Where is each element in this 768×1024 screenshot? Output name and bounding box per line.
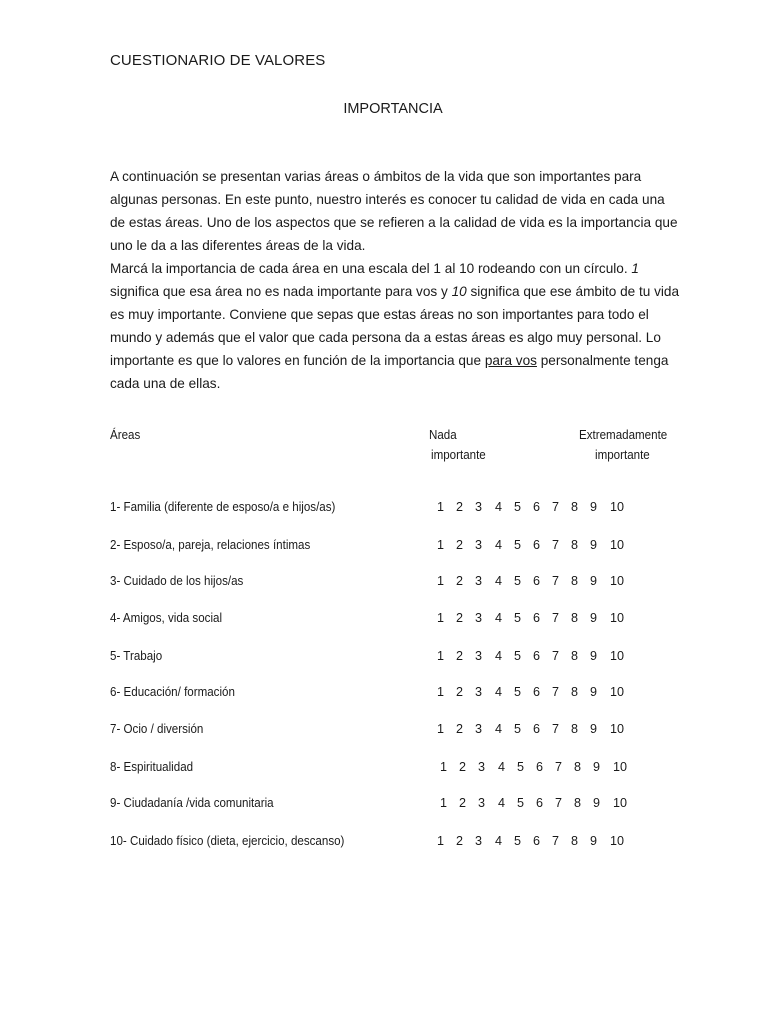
rating-option-3[interactable]: 3 [478, 796, 486, 810]
rating-option-3[interactable]: 3 [475, 685, 483, 699]
area-row [0, 538, 768, 558]
rating-option-2[interactable]: 2 [456, 649, 464, 663]
intro-p2-part-c: significa que ese ámbito de tu vida es muy importante. Conviene que sepas que estas áreas no son importantes para todo el mundo y además que el valor que cada persona da a estas áreas es algo muy personal. Lo importante es que lo valores en función de la importancia que [110, 284, 680, 368]
area-label: 8- Espiritualidad [110, 760, 194, 774]
rating-option-2[interactable]: 2 [456, 574, 464, 588]
area-row [0, 722, 768, 742]
rating-option-10[interactable]: 10 [610, 649, 625, 663]
rating-option-1[interactable]: 1 [440, 760, 448, 774]
rating-option-1[interactable]: 1 [437, 722, 445, 736]
rating-option-1[interactable]: 1 [440, 796, 448, 810]
area-row [0, 834, 768, 854]
rating-option-4[interactable]: 4 [495, 500, 503, 514]
rating-option-4[interactable]: 4 [498, 796, 506, 810]
rating-option-5[interactable]: 5 [517, 760, 525, 774]
header-low-line2: importante [431, 448, 486, 462]
rating-option-2[interactable]: 2 [459, 760, 467, 774]
area-row [0, 649, 768, 669]
header-high-line1: Extremadamente [579, 428, 668, 442]
area-label: 7- Ocio / diversión [110, 722, 204, 736]
rating-option-4[interactable]: 4 [495, 574, 503, 588]
rating-option-2[interactable]: 2 [456, 834, 464, 848]
rating-option-5[interactable]: 5 [514, 834, 522, 848]
area-label: 4- Amigos, vida social [110, 611, 223, 625]
rating-option-6[interactable]: 6 [533, 538, 541, 552]
rating-option-8[interactable]: 8 [571, 834, 579, 848]
rating-option-7[interactable]: 7 [552, 611, 560, 625]
rating-option-7[interactable]: 7 [555, 796, 563, 810]
rating-option-4[interactable]: 4 [495, 649, 503, 663]
rating-option-4[interactable]: 4 [495, 834, 503, 848]
rating-option-10[interactable]: 10 [610, 538, 625, 552]
area-label: 3- Cuidado de los hijos/as [110, 574, 244, 588]
rating-option-9[interactable]: 9 [593, 760, 601, 774]
intro-scale-max: 10 [451, 284, 467, 299]
rating-option-9[interactable]: 9 [590, 611, 598, 625]
area-label: 2- Esposo/a, pareja, relaciones íntimas [110, 538, 311, 552]
rating-option-1[interactable]: 1 [437, 611, 445, 625]
rating-option-6[interactable]: 6 [533, 611, 541, 625]
rating-option-6[interactable]: 6 [533, 685, 541, 699]
area-label: 6- Educación/ formación [110, 685, 235, 699]
rating-option-8[interactable]: 8 [571, 500, 579, 514]
rating-option-3[interactable]: 3 [478, 760, 486, 774]
rating-option-6[interactable]: 6 [533, 649, 541, 663]
rating-option-10[interactable]: 10 [610, 611, 625, 625]
rating-option-8[interactable]: 8 [574, 796, 582, 810]
rating-option-6[interactable]: 6 [536, 796, 544, 810]
intro-underlined-phrase: para vos [484, 353, 537, 368]
rating-option-6[interactable]: 6 [536, 760, 544, 774]
rating-option-9[interactable]: 9 [590, 500, 598, 514]
rating-option-4[interactable]: 4 [495, 722, 503, 736]
rating-option-7[interactable]: 7 [552, 834, 560, 848]
rating-option-2[interactable]: 2 [456, 722, 464, 736]
rating-option-1[interactable]: 1 [437, 574, 445, 588]
area-row [0, 760, 768, 780]
rating-option-8[interactable]: 8 [571, 685, 579, 699]
rating-option-10[interactable]: 10 [610, 500, 625, 514]
rating-option-4[interactable]: 4 [495, 611, 503, 625]
rating-option-10[interactable]: 10 [610, 574, 625, 588]
rating-option-8[interactable]: 8 [571, 649, 579, 663]
rating-option-6[interactable]: 6 [533, 722, 541, 736]
rating-option-7[interactable]: 7 [552, 649, 560, 663]
rating-option-5[interactable]: 5 [514, 611, 522, 625]
rating-option-3[interactable]: 3 [475, 574, 483, 588]
rating-option-5[interactable]: 5 [517, 796, 525, 810]
intro-paragraph-2 [110, 257, 680, 395]
rating-option-3[interactable]: 3 [475, 538, 483, 552]
rating-option-7[interactable]: 7 [552, 538, 560, 552]
rating-option-6[interactable]: 6 [533, 500, 541, 514]
rating-option-1[interactable]: 1 [437, 500, 445, 514]
intro-p2-part-b: significa que esa área no es nada importante para vos y [110, 284, 452, 299]
area-row [0, 796, 768, 816]
section-title: IMPORTANCIA [343, 101, 443, 117]
rating-option-8[interactable]: 8 [571, 574, 579, 588]
area-row [0, 500, 768, 520]
rating-option-2[interactable]: 2 [456, 685, 464, 699]
rating-option-5[interactable]: 5 [514, 574, 522, 588]
rating-option-3[interactable]: 3 [475, 722, 483, 736]
intro-p2-part-a: Marcá la importancia de cada área en una escala del 1 al 10 rodeando con un círculo. [110, 261, 632, 276]
document-title: CUESTIONARIO DE VALORES [110, 52, 326, 69]
rating-option-9[interactable]: 9 [590, 574, 598, 588]
rating-option-10[interactable]: 10 [610, 722, 625, 736]
rating-option-3[interactable]: 3 [475, 834, 483, 848]
rating-option-2[interactable]: 2 [456, 538, 464, 552]
rating-option-5[interactable]: 5 [514, 649, 522, 663]
rating-option-9[interactable]: 9 [590, 834, 598, 848]
rating-option-2[interactable]: 2 [459, 796, 467, 810]
rating-option-5[interactable]: 5 [514, 538, 522, 552]
rating-option-10[interactable]: 10 [610, 685, 625, 699]
rating-option-9[interactable]: 9 [590, 649, 598, 663]
area-label: 5- Trabajo [110, 649, 163, 663]
rating-option-1[interactable]: 1 [437, 685, 445, 699]
rating-option-10[interactable]: 10 [613, 796, 628, 810]
intro-p2-part-d: personalmente tenga cada una de ellas. [110, 353, 669, 391]
rating-option-8[interactable]: 8 [571, 538, 579, 552]
rating-option-5[interactable]: 5 [514, 500, 522, 514]
rating-option-1[interactable]: 1 [437, 649, 445, 663]
area-label: 10- Cuidado físico (dieta, ejercicio, descanso) [110, 834, 345, 848]
area-label: 1- Familia (diferente de esposo/a e hijos/as) [110, 500, 336, 514]
rating-option-10[interactable]: 10 [610, 834, 625, 848]
rating-option-10[interactable]: 10 [613, 760, 628, 774]
rating-option-3[interactable]: 3 [475, 649, 483, 663]
rating-option-3[interactable]: 3 [475, 500, 483, 514]
header-low-line1: Nada [429, 428, 457, 442]
intro-scale-min: 1 [631, 261, 639, 276]
rating-option-1[interactable]: 1 [437, 834, 445, 848]
rating-option-7[interactable]: 7 [552, 722, 560, 736]
rating-option-8[interactable]: 8 [571, 611, 579, 625]
rating-option-8[interactable]: 8 [571, 722, 579, 736]
area-label: 9- Ciudadanía /vida comunitaria [110, 796, 274, 810]
rating-option-4[interactable]: 4 [495, 538, 503, 552]
rating-option-7[interactable]: 7 [552, 574, 560, 588]
rating-option-9[interactable]: 9 [590, 538, 598, 552]
rating-option-9[interactable]: 9 [593, 796, 601, 810]
rating-option-9[interactable]: 9 [590, 722, 598, 736]
rating-option-7[interactable]: 7 [555, 760, 563, 774]
header-areas: Áreas [110, 428, 141, 442]
rating-option-3[interactable]: 3 [475, 611, 483, 625]
area-row [0, 574, 768, 594]
intro-text [110, 165, 680, 395]
rating-option-7[interactable]: 7 [552, 685, 560, 699]
rating-option-2[interactable]: 2 [456, 500, 464, 514]
rating-option-8[interactable]: 8 [574, 760, 582, 774]
rating-option-6[interactable]: 6 [533, 574, 541, 588]
rating-option-2[interactable]: 2 [456, 611, 464, 625]
area-row [0, 685, 768, 705]
rating-option-4[interactable]: 4 [495, 685, 503, 699]
rating-option-5[interactable]: 5 [514, 722, 522, 736]
rating-option-4[interactable]: 4 [498, 760, 506, 774]
rating-option-6[interactable]: 6 [533, 834, 541, 848]
rating-option-9[interactable]: 9 [590, 685, 598, 699]
header-high-line2: importante [595, 448, 650, 462]
intro-paragraph-1: A continuación se presentan varias áreas o ámbitos de la vida que son importantes para algunas personas. En este punto, nuestro interés es conocer tu calidad de vida en cada una de estas áreas. Uno de los aspectos que se refieren a la calidad de vida es la importancia que uno le da a las diferentes áreas de la vida. [110, 169, 678, 253]
area-row [0, 611, 768, 631]
rating-option-5[interactable]: 5 [514, 685, 522, 699]
rating-option-7[interactable]: 7 [552, 500, 560, 514]
rating-option-1[interactable]: 1 [437, 538, 445, 552]
